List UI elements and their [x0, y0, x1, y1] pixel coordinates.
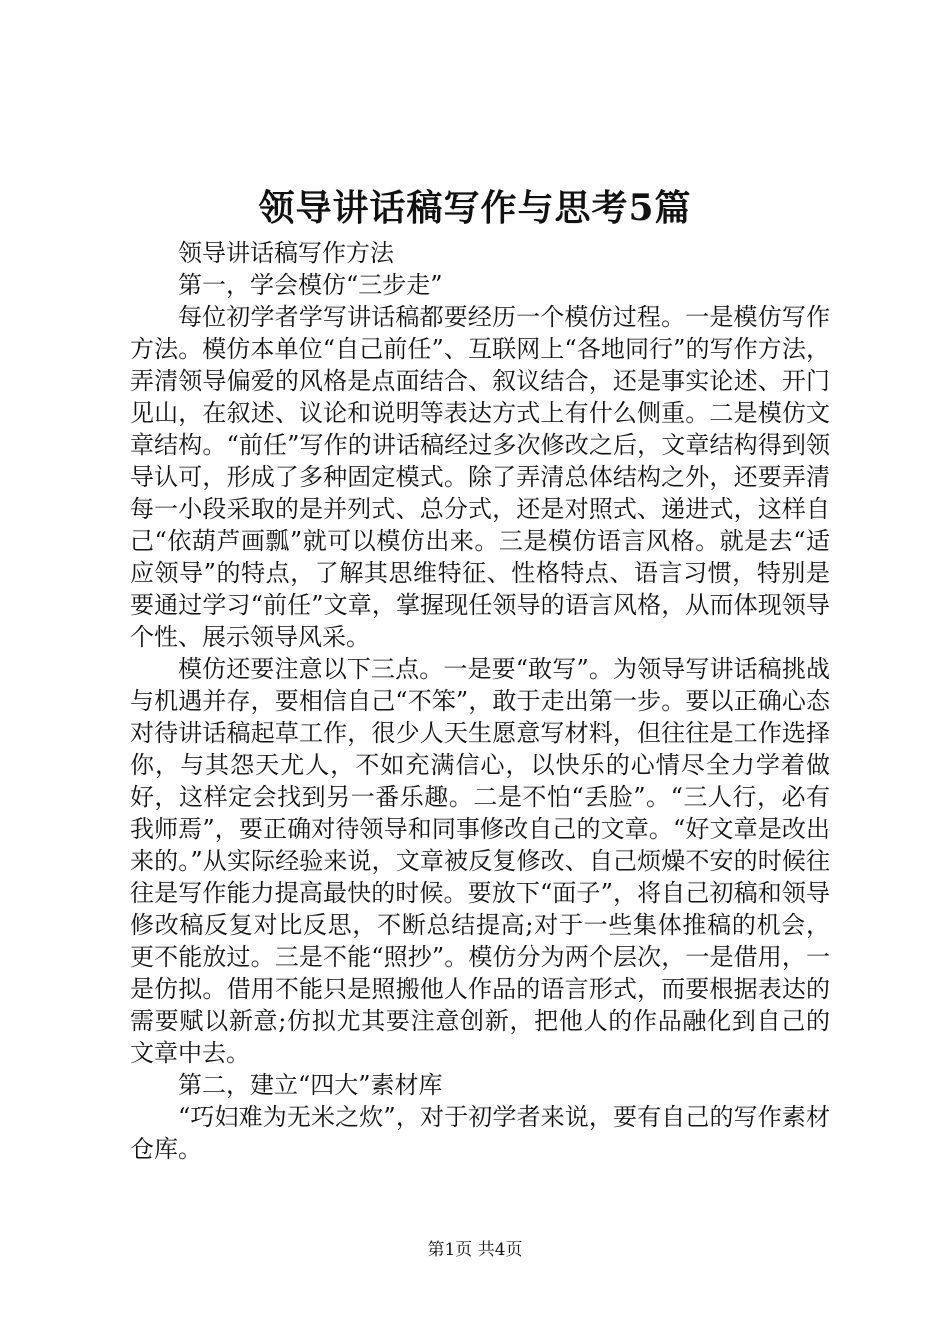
body-paragraph: 模仿还要注意以下三点。一是要“敢写”。为领导写讲话稿挑战与机遇并存，要相信自己“不笨”，敢于走出第一步。要以正确心态对待讲话稿起草工作，很少人天生愿意写材料，但往往是工作选择你，与其怨天尤人，不如充满信心，以快乐的心情尽全力学着做好，这样定会找到另一番乐趣。二是不怕“丢脸”。“三人行，必有我师焉”，要正确对待领导和同事修改自己的文章。“好文章是改出来的。”从实际经验来说，文章被反复修改、自己烦燥不安的时候往往是写作能力提高最快的时候。要放下“面子”，将自己初稿和领导修改稿反复对比反思，不断总结提高;对于一些集体推稿的机会，更不能放过。三是不能“照抄”。模仿分为两个层次，一是借用，一是仿拟。借用不能只是照搬他人作品的语言形式，而要根据表达的需要赋以新意;仿拟尤其要注意创新，把他人的作品融化到自己的文章中去。: [130, 655, 830, 1067]
section-heading: 领导讲话稿写作方法: [178, 239, 394, 267]
body-paragraph: 每位初学者学写讲话稿都要经历一个模仿过程。一是模仿写作方法。模仿本单位“自己前任”、互联网上“各地同行”的写作方法，弄清领导偏爱的风格是点面结合、叙议结合，还是事实论述、开门见山，在叙述、议论和说明等表达方式上有什么侧重。二是模仿文章结构。“前任”写作的讲话稿经过多次修改之后，文章结构得到领导认可，形成了多种固定模式。除了弄清总体结构之外，还要弄清每一小段采取的是并列式、总分式，还是对照式、递进式，这样自己“依葫芦画瓢”就可以模仿出来。三是模仿语言风格。就是去“适应领导”的特点，了解其思维特征、性格特点、语言习惯，特别是要通过学习“前任”文章，掌握现任领导的语言风格，从而体现领导个性、展示领导风采。: [130, 303, 830, 651]
document-body: [130, 237, 830, 1165]
body-paragraph: “巧妇难为无米之炊”，对于初学者来说，要有自己的写作素材仓库。: [130, 1103, 830, 1163]
subsection-heading: 第一，学会模仿“三步走”: [178, 271, 443, 299]
subsection-heading: 第二，建立“四大”素材库: [178, 1071, 443, 1099]
document-title: 领导讲话稿写作与思考5篇: [258, 187, 692, 229]
page-number-footer: 第1页 共4页: [427, 1240, 523, 1260]
